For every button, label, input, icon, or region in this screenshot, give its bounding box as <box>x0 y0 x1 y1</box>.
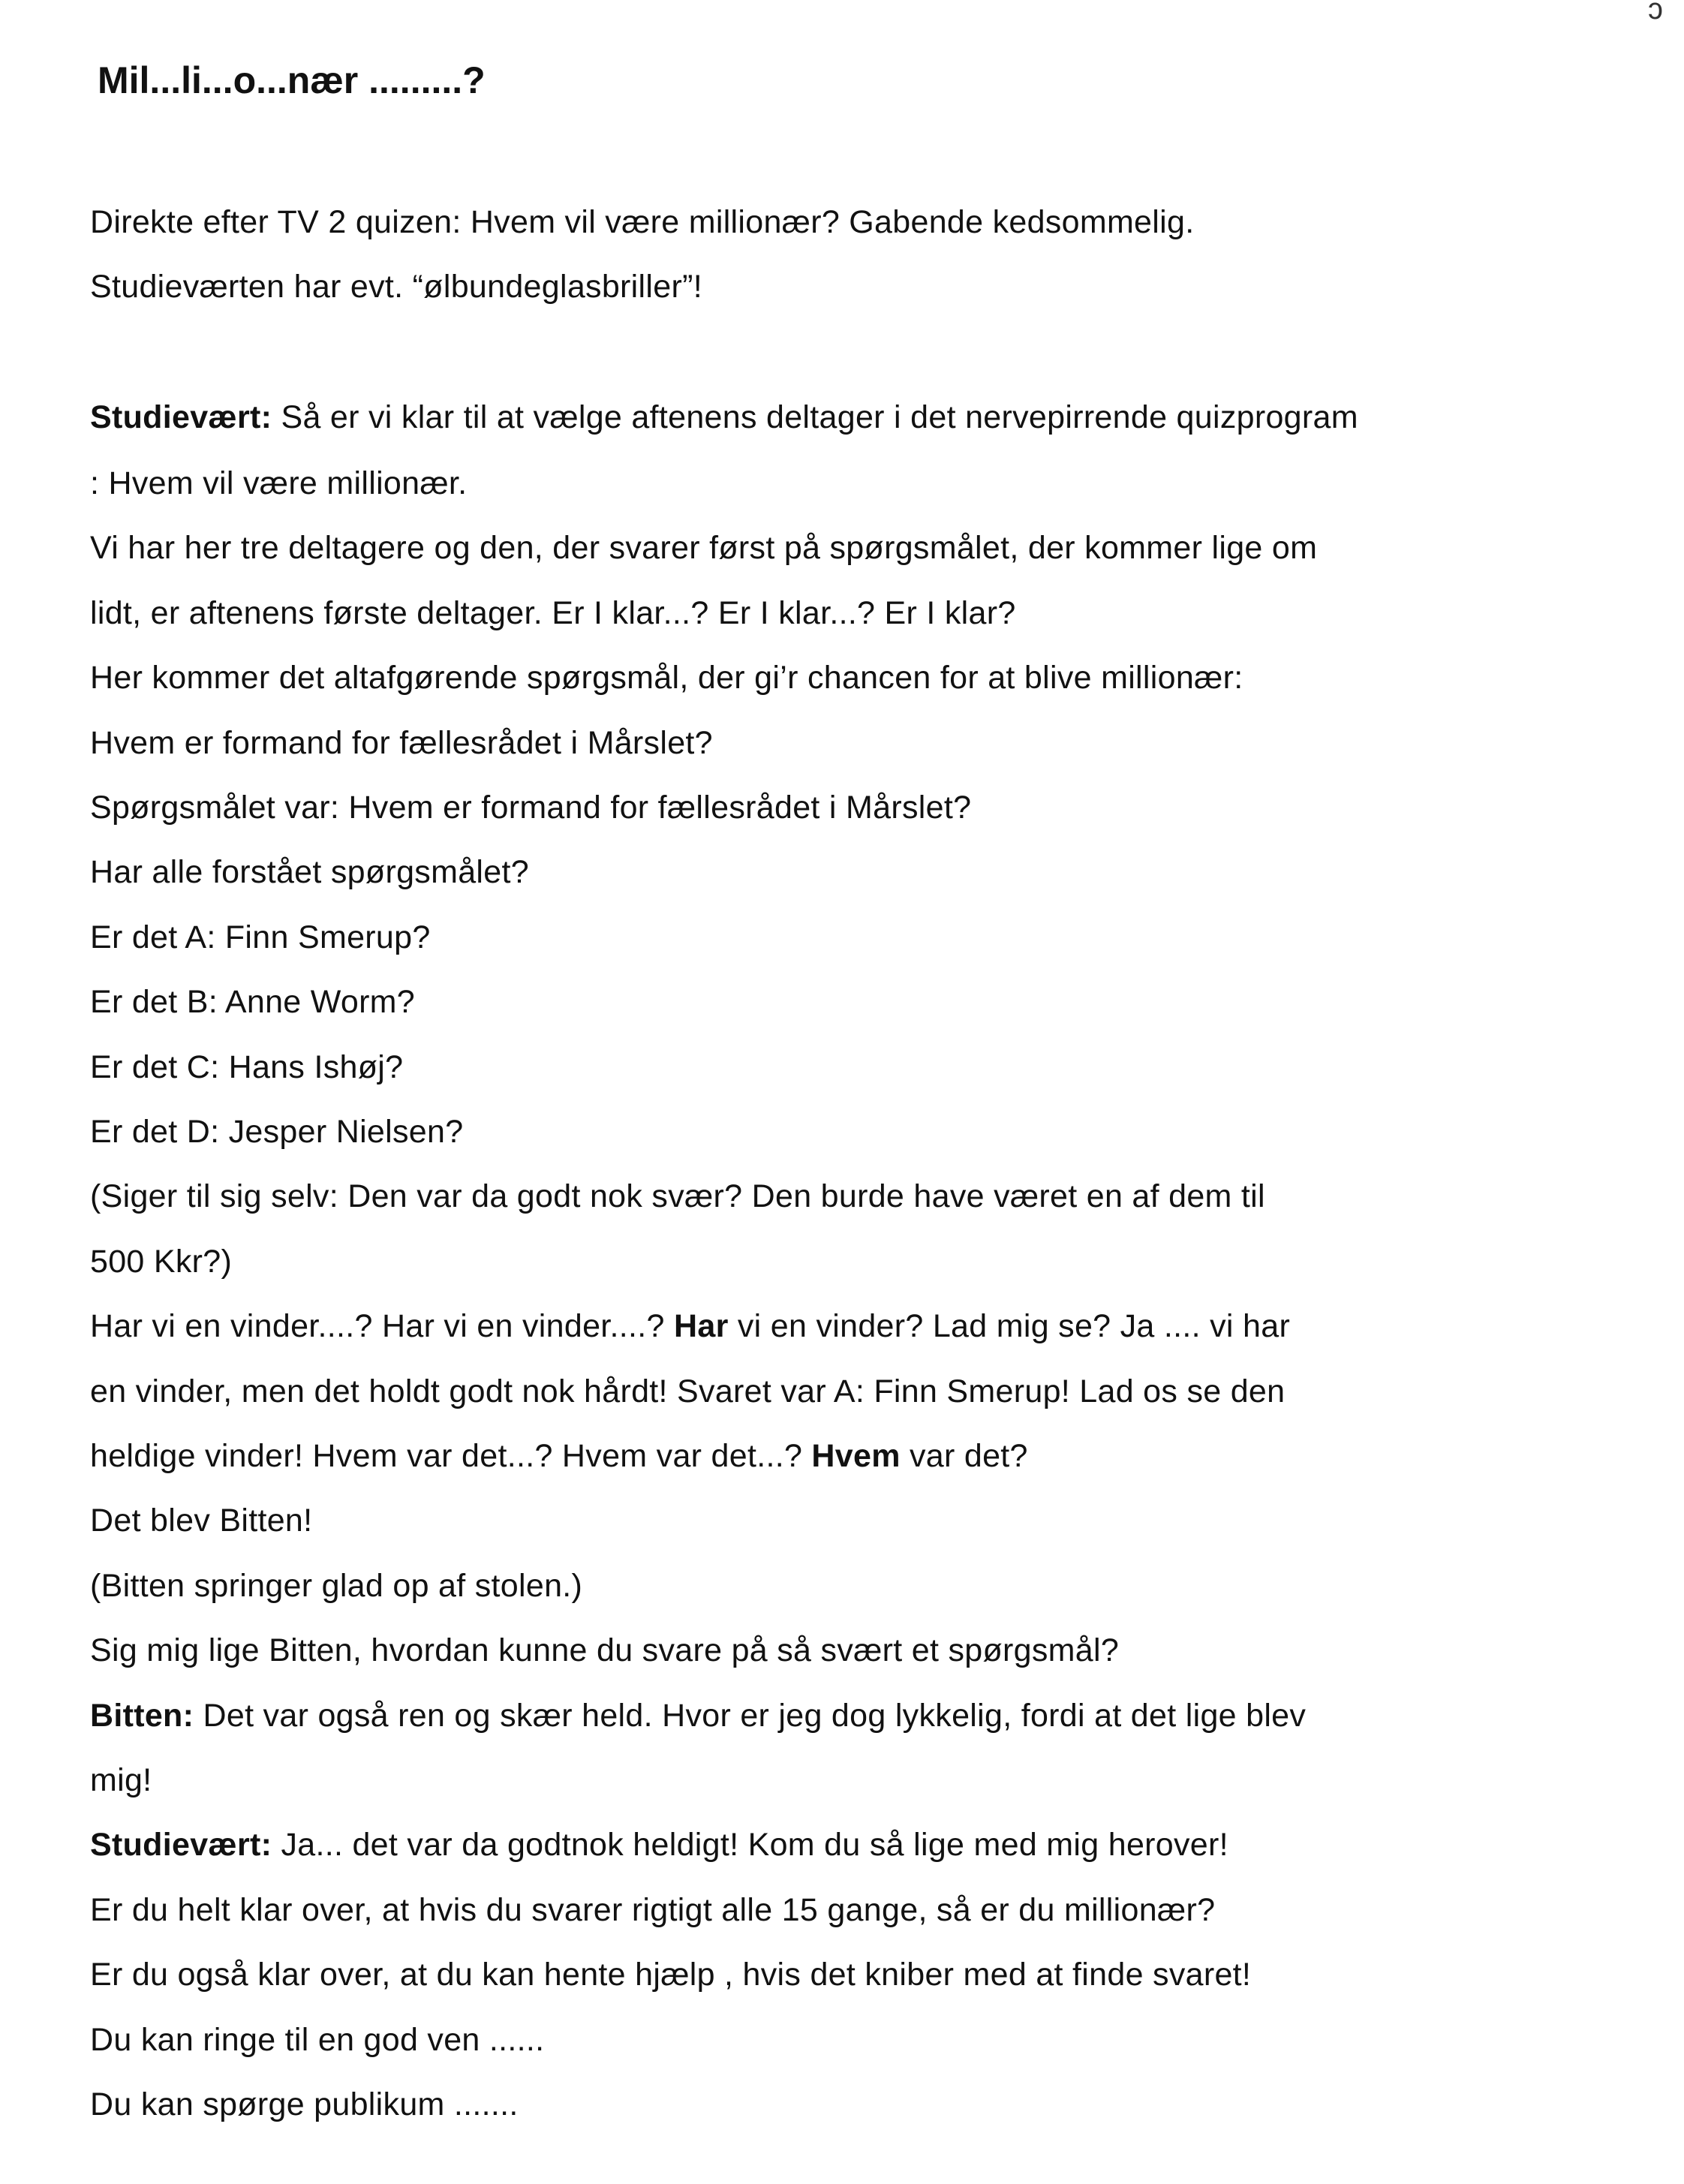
answer-option-a: Er det A: Finn Smerup? <box>90 919 431 955</box>
document-title: Mil...li...o...nær .........? <box>98 59 486 101</box>
dialogue-line: Har alle forstået spørgsmålet? <box>90 854 529 890</box>
answer-option-d: Er det D: Jesper Nielsen? <box>90 1114 464 1150</box>
dialogue-line: Er du helt klar over, at hvis du svarer rigtigt alle 15 gange, så er du millionær? <box>90 1892 1216 1928</box>
emphasis-text: Har <box>674 1308 729 1344</box>
speech-text: var det? <box>900 1438 1028 1474</box>
answer-option-c: Er det C: Hans Ishøj? <box>90 1049 404 1085</box>
speech-text: heldige vinder! Hvem var det...? Hvem var det...? <box>90 1438 812 1474</box>
speaker-bitten: Bitten: <box>90 1698 194 1734</box>
dialogue-line: Spørgsmålet var: Hvem er formand for fællesrådet i Mårslet? <box>90 790 972 826</box>
dialogue-line: : Hvem vil være millionær. <box>90 465 468 501</box>
dialogue-line <box>90 1304 1290 1349</box>
dialogue-line: Du kan spørge publikum ....... <box>90 2086 519 2122</box>
speech-text: Så er vi klar til at vælge aftenens deltager i det nervepirrende quizprogram <box>272 399 1358 435</box>
speaker-studievaert: Studievært: <box>90 1827 272 1863</box>
dialogue-line-studievaert-2 <box>90 1822 1228 1867</box>
dialogue-line: Du kan ringe til en god ven ...... <box>90 2022 545 2058</box>
stage-direction: (Bitten springer glad op af stolen.) <box>90 1568 583 1604</box>
dialogue-line: Sig mig lige Bitten, hvordan kunne du svare på så svært et spørgsmål? <box>90 1632 1120 1668</box>
dialogue-line: lidt, er aftenens første deltager. Er I klar...? Er I klar...? Er I klar? <box>90 595 1016 631</box>
intro-line-2: Studieværten har evt. “ølbundeglasbriller”! <box>90 269 702 305</box>
dialogue-line: Vi har her tre deltagere og den, der svarer først på spørgsmålet, der kommer lige om <box>90 530 1318 566</box>
dialogue-line: Det blev Bitten! <box>90 1503 313 1539</box>
dialogue-line: Hvem er formand for fællesrådet i Mårslet? <box>90 725 713 761</box>
dialogue-line: Er du også klar over, at du kan hente hjælp , hvis det kniber med at finde svaret! <box>90 1957 1252 1993</box>
speech-text: vi en vinder? Lad mig se? Ja .... vi har <box>728 1308 1291 1344</box>
dialogue-line: mig! <box>90 1762 152 1798</box>
stage-direction-cont: 500 Kkr?) <box>90 1244 233 1280</box>
speech-text: Ja... det var da godtnok heldigt! Kom du så lige med mig herover! <box>272 1827 1228 1863</box>
intro-line-1: Direkte efter TV 2 quizen: Hvem vil være millionær? Gabende kedsommelig. <box>90 204 1195 240</box>
page-corner-mark: ↄ <box>1648 0 1663 26</box>
dialogue-line-studievaert-1 <box>90 395 1358 440</box>
dialogue-line: en vinder, men det holdt godt nok hårdt! Svaret var A: Finn Smerup! Lad os se den <box>90 1373 1286 1409</box>
dialogue-line <box>90 1433 1028 1479</box>
speech-text: Har vi en vinder....? Har vi en vinder....? <box>90 1308 675 1344</box>
speaker-studievaert: Studievært: <box>90 399 272 435</box>
emphasis-text: Hvem <box>811 1438 901 1474</box>
dialogue-line-bitten <box>90 1693 1306 1738</box>
dialogue-line: Her kommer det altafgørende spørgsmål, der gi’r chancen for at blive millionær: <box>90 660 1243 696</box>
answer-option-b: Er det B: Anne Worm? <box>90 984 416 1020</box>
speech-text: Det var også ren og skær held. Hvor er jeg dog lykkelig, fordi at det lige blev <box>194 1698 1307 1734</box>
stage-direction: (Siger til sig selv: Den var da godt nok svær? Den burde have været en af dem til <box>90 1178 1265 1214</box>
